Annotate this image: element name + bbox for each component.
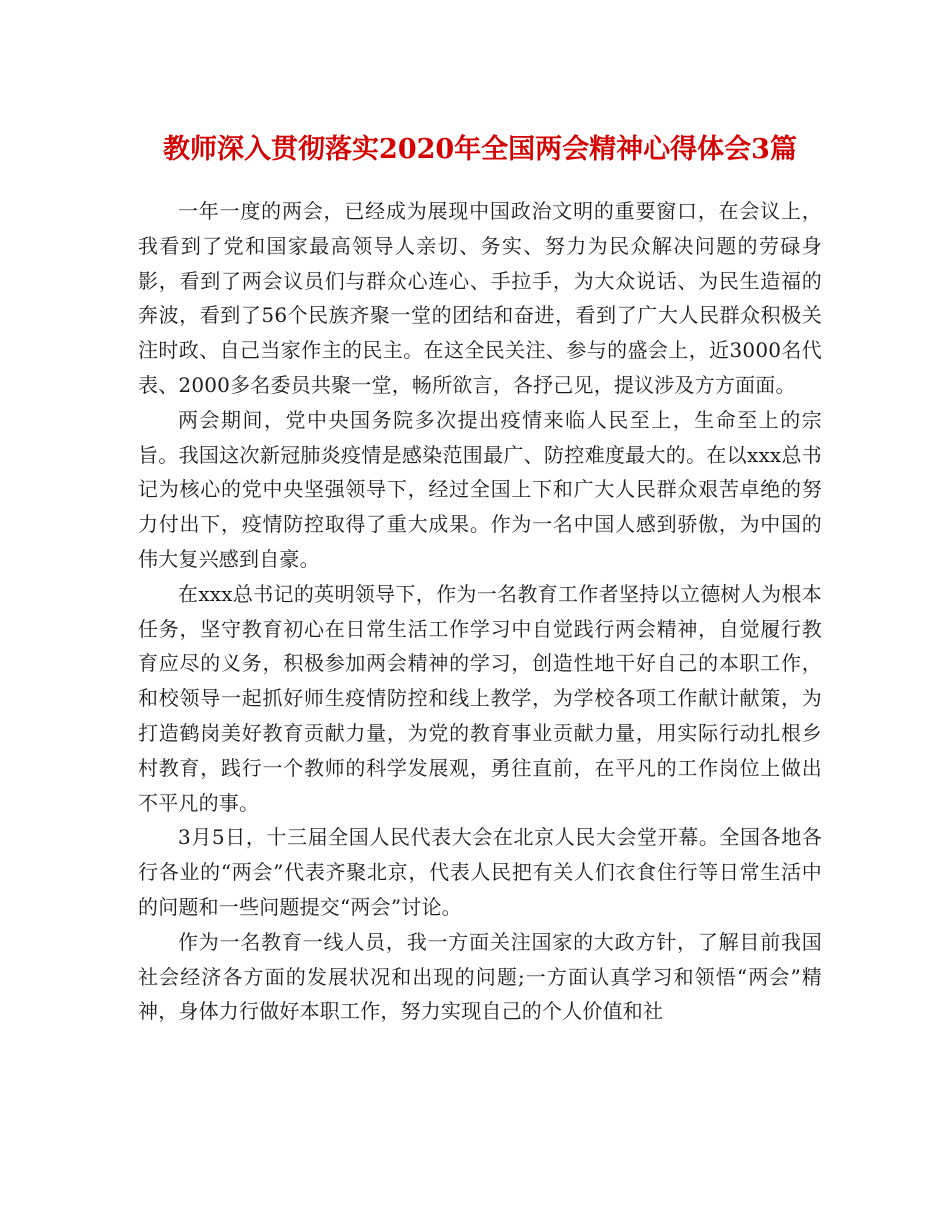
paragraph-2: 两会期间，党中央国务院多次提出疫情来临人民至上，生命至上的宗旨。我国这次新冠肺炎疫情是感染范围最广、防控难度最大的。在以xxx总书记为核心的党中央坚强领导下，经过全国上下和广大人民群众艰苦卓绝的努力付出下，疫情防控取得了重大成果。作为一名中国人感到骄傲，为中国的伟大复兴感到自豪。 [138,407,822,571]
document-body [138,194,822,1029]
paragraph-5: 作为一名教育一线人员，我一方面关注国家的大政方针，了解目前我国社会经济各方面的发展状况和出现的问题;一方面认真学习和领悟“两会”精神，身体力行做好本职工作，努力实现自己的个人价值和社 [138,929,822,1024]
paragraph-4: 3月5日，十三届全国人民代表大会在北京人民大会堂开幕。全国各地各行各业的“两会”代表齐聚北京，代表人民把有关人们衣食住行等日常生活中的问题和一些问题提交“两会”讨论。 [138,825,822,919]
paragraph-1: 一年一度的两会，已经成为展现中国政治文明的重要窗口，在会议上，我看到了党和国家最高领导人亲切、务实、努力为民众解决问题的劳碌身影，看到了两会议员们与群众心连心、手拉手，为大众说话、为民生造福的奔波，看到了56个民族齐聚一堂的团结和奋进，看到了广大人民群众积极关注时政、自己当家作主的民主。在这全民关注、参与的盛会上，近3000名代表、2000多名委员共聚一堂，畅所欲言，各抒己见，提议涉及方方面面。 [138,199,822,397]
paragraph-3: 在xxx总书记的英明领导下，作为一名教育工作者坚持以立德树人为根本任务，坚守教育初心在日常生活工作学习中自觉践行两会精神，自觉履行教育应尽的义务，积极参加两会精神的学习，创造性地干好自己的本职工作，和校领导一起抓好师生疫情防控和线上教学，为学校各项工作献计献策，为打造鹤岗美好教育贡献力量，为党的教育事业贡献力量，用实际行动扎根乡村教育，践行一个教师的科学发展观，勇往直前，在平凡的工作岗位上做出不平凡的事。 [138,581,822,815]
page-title: 教师深入贯彻落实2020年全国两会精神心得体会3篇 [163,134,797,165]
